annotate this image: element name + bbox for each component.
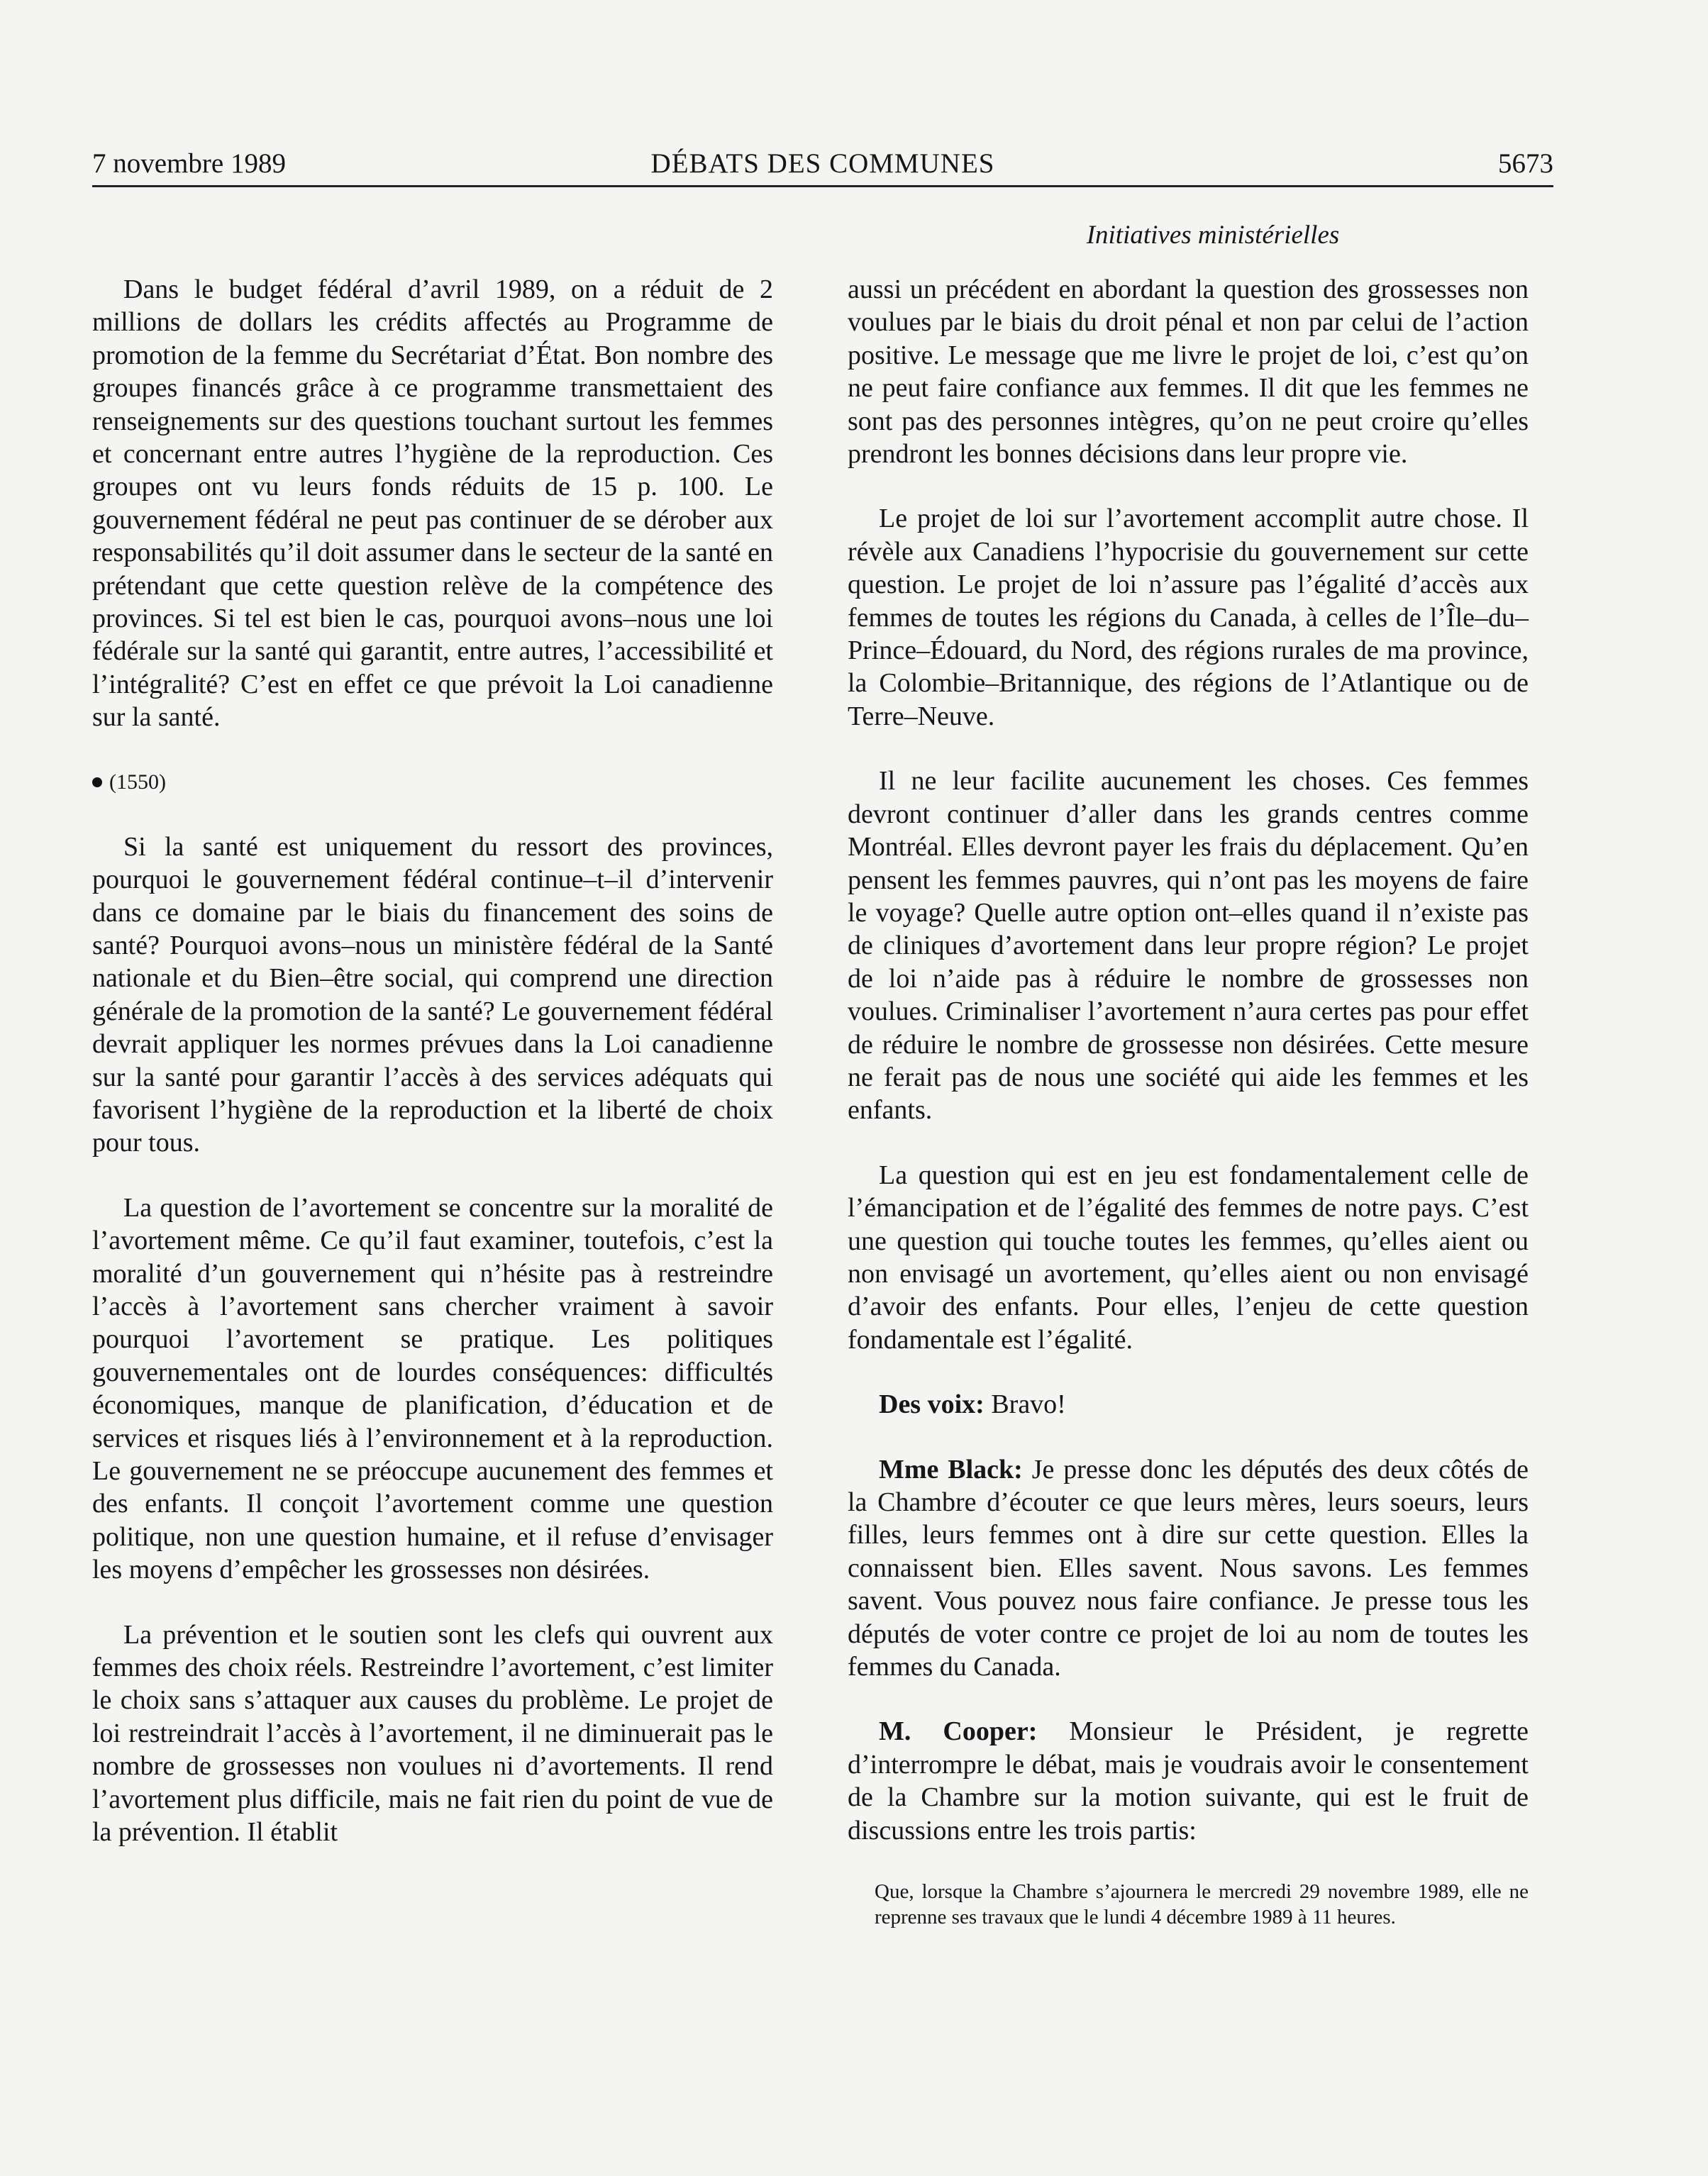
paragraph: Il ne leur facilite aucunement les choses. Ces femmes devront continuer d’aller dans les grands centres comme Montréal. Elles devront payer les frais du déplacement. Qu’en pensent les femmes pauvres, qui n’ont pas les moyens de faire le voyage? Quelle autre option ont–elles quand il n’existe pas de cliniques d’avortement dans leur propre région? Le projet de loi n’aide pas à réduire le nombre de grossesses non voulues. Criminaliser l’avortement n’aura certes pas pour effet de réduire le nombre de grossesse non désirées. Cette mesure ne ferait pas de nous une société qui aide les femmes et les enfants.	[848, 766, 1529, 1126]
motion-quote: Que, lorsque la Chambre s’ajournera le mercredi 29 novembre 1989, elle ne reprenne ses travaux que le lundi 4 décembre 1989 à 11 heures.	[875, 1880, 1529, 1929]
paragraph: aussi un précédent en abordant la question des grossesses non voulues par le biais du droit pénal et non par celui de l’action positive. Le message que me livre le projet de loi, c’est qu’on ne peut faire confiance aux femmes. Il dit que les femmes ne sont pas des personnes intègres, qu’on ne peut croire qu’elles prendront les bonnes décisions dans leur propre vie.	[848, 274, 1529, 470]
time-marker	[92, 766, 773, 799]
speech	[848, 1453, 1529, 1684]
speech	[848, 1715, 1529, 1847]
header-title: DÉBATS DES COMMUNES	[650, 148, 995, 179]
paragraph: La question de l’avortement se concentre sur la moralité de l’avortement même. Ce qu’il faut examiner, toutefois, c’est la moralité d’un gouvernement qui n’hésite pas à restreindre l’accès à l’avortement sans chercher vraiment à savoir pourquoi l’avortement se pratique. Les politiques gouvernementales ont de lourdes conséquences: difficultés économiques, manque de planification, d’éducation et de services et risques liés à l’environnement et à la reproduction. Le gouvernement ne se préoccupe aucunement des femmes et des enfants. Il conçoit l’avortement comme une question politique, non une question humaine, et il refuse d’envisager les moyens d’empêcher les grossesses non désirées.	[92, 1192, 773, 1585]
speech-text: Je presse donc les députés des deux côtés de la Chambre d’écouter ce que leurs mères, leurs soeurs, leurs filles, leurs femmes ont à dire sur cette question. Elles la connaissent bien. Elles savent. Nous savons. Les femmes savent. Vous pouvez nous faire confiance. Je presse tous les députés de voter contre ce projet de loi au nom de toutes les femmes du Canada.	[848, 1454, 1529, 1682]
paragraph: Dans le budget fédéral d’avril 1989, on a réduit de 2 millions de dollars les crédits affectés au Programme de promotion de la femme du Secrétariat d’État. Bon nombre des groupes financés grâce à ce programme transmettaient des renseignements sur des questions touchant surtout les femmes et concernant entre autres l’hygiène de la reproduction. Ces groupes ont vu leurs fonds réduits de 15 p. 100. Le gouvernement fédéral ne peut pas continuer de se dérober aux responsabilités qu’il doit assumer dans le secteur de la santé en prétendant que cette question relève de la compétence des provinces. Si tel est bien le cas, pourquoi avons–nous une loi fédérale sur la santé qui garantit, entre autres, l’accessibilité et l’intégralité? C’est en effet ce que prévoit la Loi canadienne sur la santé.	[92, 274, 773, 733]
speaker-name: Des voix:	[879, 1389, 985, 1420]
speech	[848, 1388, 1529, 1421]
right-column	[848, 273, 1529, 1962]
section-title: Initiatives ministérielles	[1086, 221, 1340, 250]
header-page-number: 5673	[1498, 148, 1553, 179]
paragraph: La question qui est en jeu est fondamentalement celle de l’émancipation et de l’égalité des femmes de notre pays. C’est une question qui touche toutes les femmes, qu’elles aient ou non envisagé un avortement, qu’elles aient ou non envisagé d’avoir des enfants. Pour elles, l’enjeu de cette question fondamentale est l’égalité.	[848, 1160, 1529, 1355]
paragraph: La prévention et le soutien sont les clefs qui ouvrent aux femmes des choix réels. Restreindre l’avortement, c’est limiter le choix sans s’attaquer aux causes du problème. Le projet de loi restreindrait l’accès à l’avortement, il ne diminuerait pas le nombre de grossesses non voulues ni d’avortements. Il rend l’avortement plus difficile, mais ne fait rien du point de vue de la prévention. Il établit	[92, 1619, 773, 1848]
speaker-name: M. Cooper:	[879, 1716, 1038, 1747]
paragraph: Le projet de loi sur l’avortement accomplit autre chose. Il révèle aux Canadiens l’hypocrisie du gouvernement sur cette question. Le projet de loi n’assure pas l’égalité d’accès aux femmes de toutes les régions du Canada, à celles de l’Île–du–Prince–Édouard, du Nord, des régions rurales de ma province, la Colombie–Britannique, des régions de l’Atlantique ou de Terre–Neuve.	[848, 504, 1529, 731]
speech-text: Bravo!	[984, 1389, 1066, 1420]
speech-text: Monsieur le Président, je regrette d’interrompre le débat, mais je voudrais avoir le consentement de la Chambre sur la motion suivante, qui est le fruit de discussions entre les trois partis:	[848, 1716, 1529, 1845]
speaker-name: Mme Black:	[879, 1454, 1023, 1484]
bullet-icon	[92, 777, 102, 787]
page-header	[92, 145, 1553, 187]
time-marker-text: (1550)	[109, 770, 166, 794]
header-date: 7 novembre 1989	[92, 148, 286, 179]
paragraph: Si la santé est uniquement du ressort des provinces, pourquoi le gouvernement fédéral continue–t–il d’intervenir dans ce domaine par le biais du financement des soins de santé? Pourquoi avons–nous un ministère fédéral de la Santé nationale et du Bien–être social, qui comprend une direction générale de la promotion de la santé? Le gouvernement fédéral devrait appliquer les normes prévues dans la Loi canadienne sur la santé pour garantir l’accès à des services adéquats qui favorisent l’hygiène de la reproduction et la liberté de choix pour tous.	[92, 831, 773, 1158]
left-column	[92, 273, 773, 1880]
